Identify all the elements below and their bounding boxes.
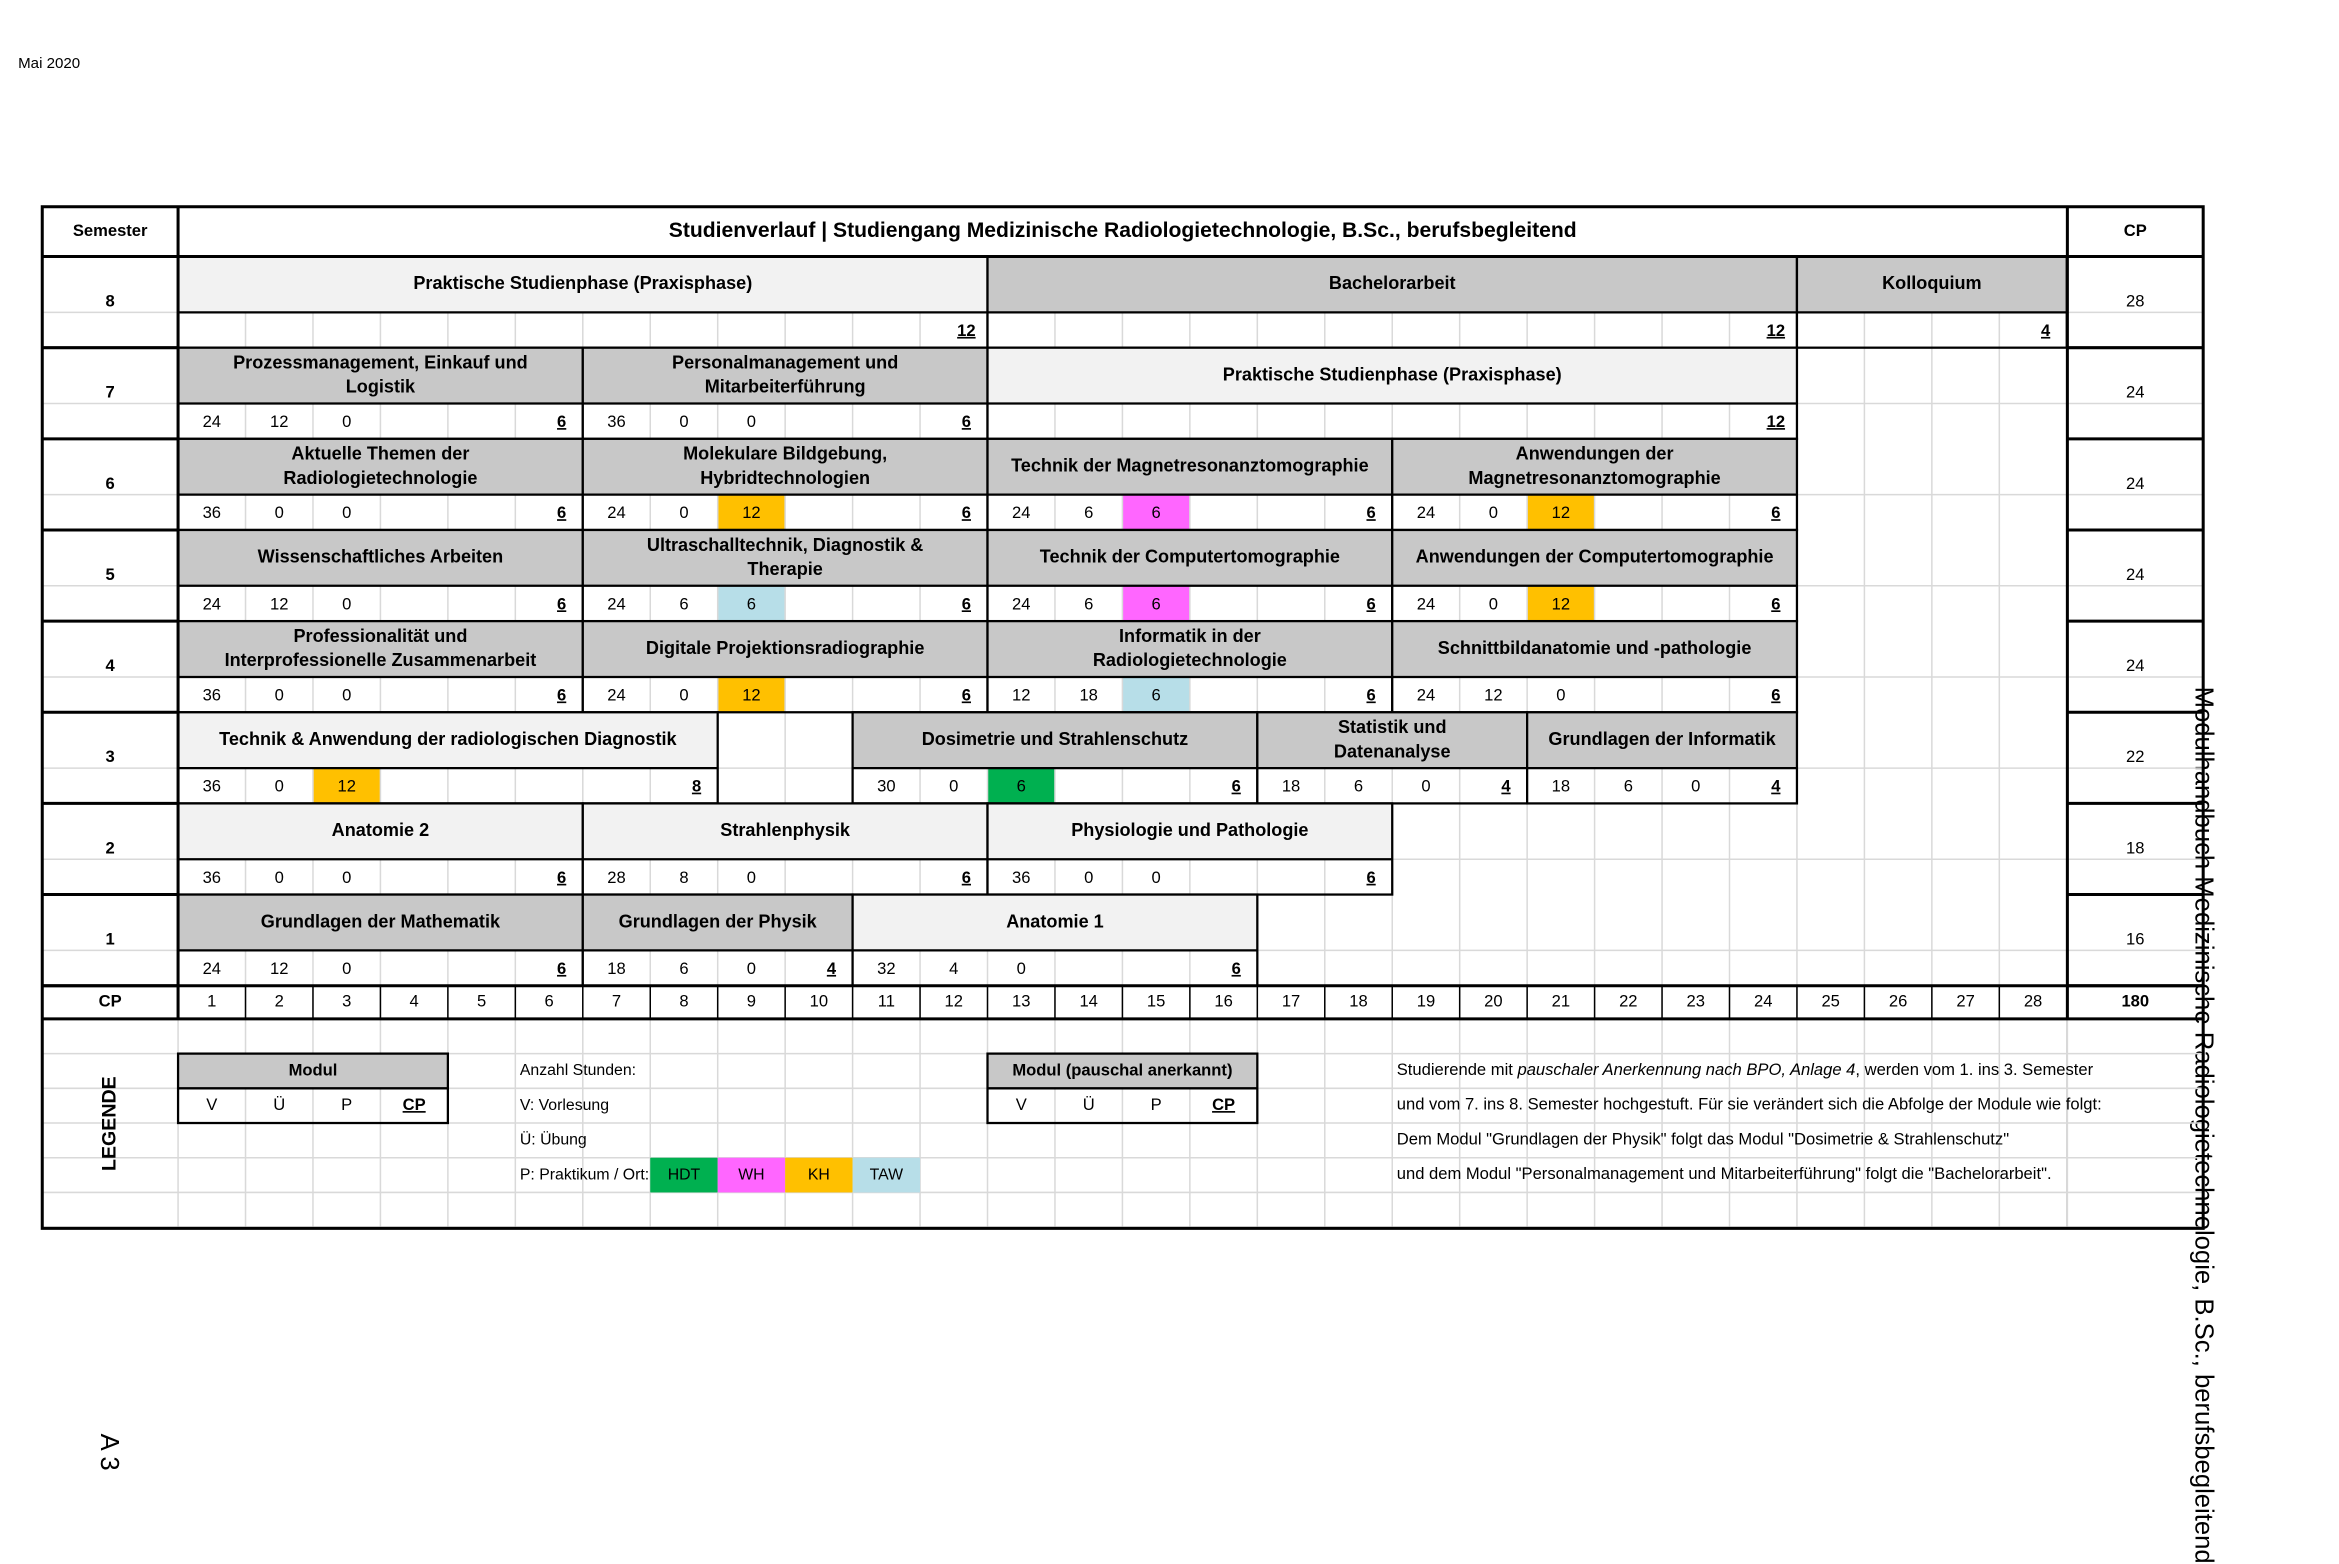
module-name-line: Datenanalyse: [1333, 741, 1451, 762]
module-cp: 4: [2041, 320, 2051, 340]
cp-axis-tick: 22: [1619, 991, 1638, 1011]
module-name-line: Statistik und: [1337, 716, 1447, 737]
hours-u: 8: [679, 867, 689, 887]
hours-u: 0: [1084, 867, 1094, 887]
hours-u: 0: [274, 685, 284, 705]
hours-p: 0: [1016, 958, 1026, 978]
cp-axis-tick: 28: [2023, 991, 2043, 1011]
hours-v: 24: [1012, 594, 1031, 614]
module-name: Anwendungen der Computertomographie: [1415, 546, 1774, 567]
cp-axis-tick: 9: [746, 991, 757, 1011]
module-name-line: Anwendungen der: [1515, 443, 1674, 464]
module-cp: 4: [1501, 776, 1511, 796]
hours-u: 0: [274, 503, 284, 523]
hours-p: 0: [1421, 776, 1431, 796]
legend-note-line: [1397, 1060, 2094, 1079]
module-name-line: Mitarbeiterführung: [704, 376, 866, 397]
page-label: A 3: [95, 1433, 124, 1471]
module-name-line: Professionalität und: [293, 625, 468, 646]
hours-v: 24: [202, 412, 222, 432]
module-name-line: Molekulare Bildgebung,: [683, 443, 888, 464]
module-name-line: Therapie: [747, 558, 823, 579]
modul-pauschal-box-title: Modul (pauschal anerkannt): [1012, 1060, 1233, 1080]
hours-v: 18: [607, 958, 626, 978]
location-label: WH: [738, 1166, 765, 1184]
hours-u: 0: [679, 503, 689, 523]
module-name: Strahlenphysik: [720, 820, 851, 841]
semester-cp: 24: [2126, 473, 2145, 493]
hours-p: 0: [1151, 867, 1161, 887]
semester-label: 1: [105, 929, 115, 949]
cp-axis-tick: 16: [1214, 991, 1233, 1011]
cp-axis-tick: 12: [944, 991, 964, 1011]
module-name-line: Prozessmanagement, Einkauf und: [233, 352, 528, 373]
hours-p: 12: [337, 776, 356, 796]
legend-note-segment: , werden vom 1. ins 3. Semester: [1855, 1060, 2094, 1080]
legend-note-segment: Studierende mit: [1396, 1060, 1518, 1080]
module-name-line: Radiologietechnologie: [1092, 649, 1287, 670]
cp-axis-tick: 4: [409, 991, 419, 1011]
modul-pauschal-box-col: Ü: [1082, 1095, 1095, 1115]
hours-p: 12: [742, 503, 761, 523]
modul-box-col: P: [341, 1095, 353, 1115]
hours-p: 0: [342, 685, 352, 705]
semester-label: 5: [105, 564, 115, 584]
module-cp: 6: [557, 958, 567, 978]
modul-pauschal-box-col: P: [1150, 1095, 1162, 1115]
hours-v: 24: [1416, 685, 1436, 705]
modul-pauschal-box-col: V: [1015, 1095, 1027, 1115]
hours-p: 6: [1151, 594, 1161, 614]
module-name: Anatomie 1: [1006, 911, 1104, 932]
cp-axis-tick: 23: [1686, 991, 1705, 1011]
cp-axis-label: CP: [98, 991, 122, 1011]
hours-p: 0: [746, 867, 757, 887]
modul-box-col: V: [206, 1095, 218, 1115]
module-name-line: Radiologietechnologie: [283, 467, 478, 488]
cp-header: CP: [2123, 221, 2147, 241]
hours-v: 24: [202, 958, 222, 978]
cp-axis-tick: 18: [1349, 991, 1368, 1011]
cp-axis-tick: 6: [544, 991, 554, 1011]
hours-u: 0: [679, 685, 689, 705]
hours-p: 0: [342, 958, 352, 978]
hours-u: 0: [949, 776, 959, 796]
hours-p: 12: [1551, 503, 1571, 523]
module-cp: 12: [1766, 412, 1786, 432]
semester-cp: 22: [2126, 747, 2145, 767]
module-cp: 6: [1771, 594, 1781, 614]
module-cp: 6: [961, 412, 971, 432]
semester-label: 4: [105, 656, 115, 676]
hours-v: 12: [1012, 685, 1031, 705]
module-cp: 6: [1366, 503, 1376, 523]
module-cp: 4: [1771, 776, 1781, 796]
module-name: Grundlagen der Mathematik: [260, 911, 501, 932]
cp-axis-tick: 24: [1753, 991, 1773, 1011]
hours-p: 0: [1556, 685, 1566, 705]
cp-axis-tick: 19: [1416, 991, 1436, 1011]
module-name: Anatomie 2: [331, 820, 430, 841]
modul-box-col: CP: [402, 1095, 426, 1115]
side-title: Modulhandbuch Medizinische Radiologietechnologie, B.Sc., berufsbegleitend: [2189, 686, 2219, 1564]
hours-p: 12: [1551, 594, 1571, 614]
cp-axis-tick: 13: [1012, 991, 1031, 1011]
hours-u: 0: [679, 412, 689, 432]
cp-axis-tick: 3: [342, 991, 352, 1011]
module-name: Technik der Computertomographie: [1039, 546, 1341, 567]
hours-v: 32: [877, 958, 896, 978]
hours-u: 6: [1084, 594, 1094, 614]
module-name: Technik & Anwendung der radiologischen Diagnostik: [219, 728, 677, 749]
cp-axis-tick: 17: [1281, 991, 1301, 1011]
hours-v: 24: [607, 685, 626, 705]
hours-p: 0: [342, 867, 352, 887]
module-name: Physiologie und Pathologie: [1071, 820, 1309, 841]
module-name-line: Interprofessionelle Zusammenarbeit: [224, 649, 537, 670]
cp-axis-tick: 8: [679, 991, 689, 1011]
hours-v: 36: [1012, 867, 1031, 887]
cp-axis-tick: 20: [1484, 991, 1503, 1011]
header-date: Mai 2020: [18, 55, 81, 73]
module-cp: 6: [557, 867, 567, 887]
cp-axis-tick: 15: [1146, 991, 1166, 1011]
hours-v: 24: [607, 594, 626, 614]
cp-axis-tick: 11: [877, 991, 895, 1011]
module-cp: 6: [1231, 958, 1241, 978]
legend-title: LEGENDE: [98, 1076, 121, 1172]
hours-p: 0: [342, 594, 352, 614]
module-name-line: Hybridtechnologien: [700, 467, 871, 488]
module-cp: 6: [557, 503, 567, 523]
hours-u: 6: [1353, 776, 1364, 796]
legend-note-segment: und vom 7. ins 8. Semester hochgestuft. Für sie verändert sich die Abfolge der Module wie folgt:: [1396, 1095, 2102, 1115]
hours-legend-line: P: Praktikum / Ort:: [519, 1166, 650, 1184]
legend-note-line: [1397, 1164, 2052, 1183]
hours-v: 36: [202, 776, 222, 796]
hours-u: 12: [270, 594, 289, 614]
cp-axis-tick: 2: [274, 991, 284, 1011]
legend-note-line: [1397, 1130, 2009, 1149]
hours-v: 36: [202, 503, 222, 523]
modul-box-col: Ü: [273, 1095, 286, 1115]
hours-v: 24: [1416, 503, 1436, 523]
hours-u: 4: [949, 958, 959, 978]
hours-v: 18: [1281, 776, 1301, 796]
semester-cp: 24: [2126, 564, 2145, 584]
cp-axis-tick: 27: [1956, 991, 1975, 1011]
module-cp: 4: [826, 958, 837, 978]
location-label: KH: [807, 1166, 830, 1184]
semester-label: 7: [105, 382, 115, 402]
module-name: Kolloquium: [1882, 273, 1982, 294]
hours-legend-line: Ü: Übung: [519, 1131, 587, 1149]
hours-p: 0: [342, 503, 352, 523]
module-name: Technik der Magnetresonanztomographie: [1011, 455, 1369, 476]
hours-u: 0: [274, 776, 284, 796]
module-cp: 6: [961, 867, 971, 887]
module-cp: 6: [1366, 594, 1376, 614]
module-cp: 6: [1366, 685, 1376, 705]
cp-axis-tick: 14: [1079, 991, 1098, 1011]
hours-v: 24: [607, 503, 626, 523]
module-cp: 6: [557, 412, 567, 432]
hours-p: 0: [1691, 776, 1701, 796]
cp-axis-tick: 26: [1888, 991, 1908, 1011]
hours-legend-line: V: Vorlesung: [519, 1096, 610, 1114]
semester-cp: 18: [2126, 838, 2145, 858]
module-cp: 6: [961, 503, 971, 523]
location-label: TAW: [869, 1166, 904, 1184]
hours-u: 6: [1084, 503, 1094, 523]
module-cp: 6: [1366, 867, 1376, 887]
hours-u: 6: [1623, 776, 1633, 796]
modul-box-title: Modul: [288, 1060, 338, 1080]
semester-cp: 16: [2126, 929, 2145, 949]
module-cp: 6: [1771, 503, 1781, 523]
semester-cp: 24: [2126, 656, 2145, 676]
semester-label: 6: [105, 473, 115, 493]
module-name: Praktische Studienphase (Praxisphase): [1222, 364, 1562, 385]
module-name: Wissenschaftliches Arbeiten: [257, 546, 504, 567]
module-cp: 6: [1231, 776, 1241, 796]
hours-u: 12: [1484, 685, 1503, 705]
module-name: Schnittbildanatomie und -pathologie: [1437, 637, 1752, 658]
semester-label: 3: [105, 747, 115, 767]
hours-u: 12: [270, 958, 289, 978]
table-title: Studienverlauf | Studiengang Medizinische Radiologietechnologie, B.Sc., berufsbegleitend: [668, 219, 1577, 243]
semester-label: 8: [105, 291, 115, 311]
hours-v: 36: [202, 685, 222, 705]
semester-header: Semester: [72, 221, 148, 241]
hours-p: 6: [746, 594, 757, 614]
module-cp: 8: [691, 776, 702, 796]
module-cp: 6: [557, 685, 567, 705]
legend-note-segment: pauschaler Anerkennung nach BPO, Anlage 4: [1517, 1060, 1856, 1080]
hours-u: 6: [679, 594, 689, 614]
module-name-line: Personalmanagement und: [672, 352, 899, 373]
hours-u: 0: [1488, 594, 1499, 614]
module-name: Bachelorarbeit: [1328, 273, 1456, 294]
hours-v: 36: [202, 867, 222, 887]
hours-v: 24: [1416, 594, 1436, 614]
hours-p: 6: [1151, 503, 1161, 523]
module-name-line: Ultraschalltechnik, Diagnostik &: [646, 534, 924, 555]
hours-v: 28: [607, 867, 626, 887]
cp-axis-tick: 5: [476, 991, 487, 1011]
hours-p: 0: [746, 412, 757, 432]
modul-pauschal-box-col: CP: [1212, 1095, 1236, 1115]
module-name-line: Magnetresonanztomographie: [1468, 467, 1721, 488]
cp-axis-tick: 10: [809, 991, 829, 1011]
hours-p: 6: [1151, 685, 1161, 705]
hours-u: 0: [1488, 503, 1499, 523]
hours-p: 0: [746, 958, 757, 978]
hours-v: 24: [1012, 503, 1031, 523]
module-cp: 12: [1766, 320, 1786, 340]
cp-total: 180: [2121, 991, 2150, 1011]
module-cp: 6: [961, 594, 971, 614]
semester-label: 2: [105, 838, 115, 858]
module-name-line: Aktuelle Themen der: [291, 443, 470, 464]
hours-v: 18: [1551, 776, 1571, 796]
module-cp: 6: [961, 685, 971, 705]
module-name: Digitale Projektionsradiographie: [645, 637, 925, 658]
location-label: HDT: [667, 1166, 701, 1184]
cp-axis-tick: 25: [1821, 991, 1840, 1011]
cp-axis-tick: 1: [207, 991, 217, 1011]
hours-u: 0: [274, 867, 284, 887]
module-name: Grundlagen der Physik: [618, 911, 817, 932]
module-name-line: Informatik in der: [1118, 625, 1261, 646]
hours-p: 6: [1016, 776, 1026, 796]
module-name: Praktische Studienphase (Praxisphase): [413, 273, 753, 294]
module-name: Grundlagen der Informatik: [1548, 728, 1776, 749]
module-cp: 6: [557, 594, 567, 614]
hours-legend-line: Anzahl Stunden:: [519, 1062, 637, 1080]
semester-cp: 28: [2126, 291, 2145, 311]
hours-v: 30: [877, 776, 896, 796]
hours-u: 6: [679, 958, 689, 978]
cp-axis-tick: 7: [611, 991, 622, 1011]
legend-note-line: [1397, 1095, 2102, 1114]
module-name: Dosimetrie und Strahlenschutz: [921, 728, 1189, 749]
module-cp: 6: [1771, 685, 1781, 705]
hours-v: 36: [607, 412, 626, 432]
hours-p: 12: [742, 685, 761, 705]
semester-cp: 24: [2126, 382, 2145, 402]
legend-note-segment: und dem Modul "Personalmanagement und Mitarbeiterführung" folgt die "Bachelorarbeit".: [1396, 1164, 2052, 1184]
cp-axis-tick: 21: [1551, 991, 1571, 1011]
module-name-line: Logistik: [345, 376, 416, 397]
hours-u: 18: [1079, 685, 1098, 705]
hours-p: 0: [342, 412, 352, 432]
hours-v: 24: [202, 594, 222, 614]
legend-note-segment: Dem Modul "Grundlagen der Physik" folgt das Modul "Dosimetrie & Strahlenschutz": [1396, 1129, 2010, 1149]
hours-u: 12: [270, 412, 289, 432]
module-cp: 12: [957, 320, 976, 340]
